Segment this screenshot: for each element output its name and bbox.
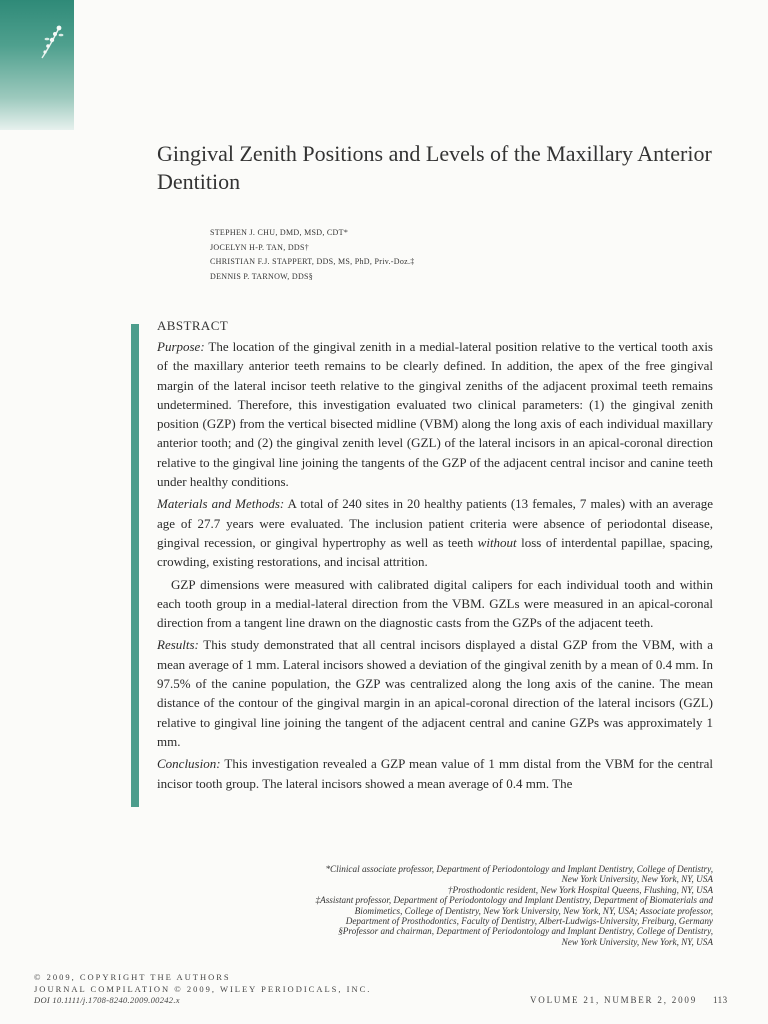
journal-info [530,995,728,1005]
floral-sprig-icon [36,22,66,62]
copyright-block [34,972,371,1007]
abstract-accent-bar [131,324,139,807]
footnote-line: Biomimetics, College of Dentistry, New York University, New York, NY, USA; Associate professor, [354,905,713,916]
results-label: Results: [157,637,199,653]
footnote-line: Department of Prosthodontics, Faculty of Dentistry, Albert-Ludwigs-University, Freiburg, Germany [345,916,713,927]
abstract-section [157,318,713,796]
methods-text: A total of 240 sites in 20 healthy patients (13 females, 7 males) with an average age of 27.7 years were evaluated. The inclusion patient criteria were absence of periodontal disease, gingival recession, or gingival hypertrophy as well as teeth [157,496,713,550]
footnote-line: *Clinical associate professor, Department of Periodontology and Implant Dentistry, College of Dentistry, [325,864,713,874]
abstract-purpose [157,337,713,491]
article-title: Gingival Zenith Positions and Levels of the Maxillary Anterior Dentition [157,141,712,194]
author-line: STEPHEN J. CHU, DMD, MSD, CDT* [210,228,349,237]
abstract-conclusion [157,754,713,793]
corner-decoration [0,0,74,130]
doi-line: DOI 10.1111/j.1708-8240.2009.00242.x [34,995,180,1005]
methods-label: Materials and Methods: [157,496,285,512]
footnote-line: †Prosthodontic resident, New York Hospital Queens, Flushing, NY, USA [447,884,713,895]
abstract-heading: ABSTRACT [157,318,229,333]
results-text: This study demonstrated that all central incisors displayed a distal GZP from the VBM, with a mean average of 1 mm. Lateral incisors showed a deviation of the gingival zenith by a mean of 0.4 mm. In 97.5% of the canine population, the GZP was centralized along the long axis of the canine. The mean distance of the contour of the gingival margin in an apical-coronal direction of the lateral incisors (GZL) relative to gingival line joining the tangent of the adjacent central and canine GZPs was approximately 1 mm. [157,637,713,749]
footnote-line: §Professor and chairman, Department of Periodontology and Implant Dentistry, College of Dentistry, [338,926,713,937]
volume-info: VOLUME 21, NUMBER 2, 2009 [530,995,698,1005]
copyright-line: © 2009, COPYRIGHT THE AUTHORS [34,972,231,982]
footnote-line: New York University, New York, NY, USA [561,936,713,947]
journal-compilation-line: JOURNAL COMPILATION © 2009, WILEY PERIODICALS, INC. [34,983,372,994]
methods-emphasis: without [477,534,517,550]
page-number: 113 [713,995,728,1005]
purpose-text: The location of the gingival zenith in a medial-lateral position relative to the vertical tooth axis of the maxillary anterior teeth remains to be clearly defined. In addition, the apex of the free gingival margin of the lateral incisor teeth relative to the gingival zeniths of the adjacent proximal teeth remains undetermined. Therefore, this investigation evaluated two clinical parameters: (1) the gingival zenith position (GZP) from the vertical bisected midline (VBM) along the long axis of each individual maxillary anterior tooth; and (2) the gingival zenith level (GZL) of the lateral incisors in an apical-coronal direction relative to the gingival line joining the tangents of the GZP of the adjacent central incisor and canine teeth under healthy conditions. [157,339,713,490]
author-line: CHRISTIAN F.J. STAPPERT, DDS, MS, PhD, Priv.-Doz.‡ [210,257,415,266]
conclusion-text: This investigation revealed a GZP mean value of 1 mm distal from the VBM for the central incisor tooth group. The lateral incisors showed a mean average of 0.4 mm. The [157,756,713,791]
abstract-methods [157,494,713,571]
footnote-line: New York University, New York, NY, USA [561,874,713,885]
abstract-methods-continued: GZP dimensions were measured with calibrated digital calipers for each individual tooth and within each tooth group in a medial-lateral direction from the VBM. GZLs were measured in an apical-coronal direction from a tangent line drawn on the diagnostic casts from the GZPs of the adjacent teeth. [157,576,713,631]
abstract-results [157,635,713,751]
author-line: DENNIS P. TARNOW, DDS§ [210,271,314,281]
author-line: JOCELYN H-P. TAN, DDS† [210,242,310,252]
conclusion-label: Conclusion: [157,756,221,772]
affiliation-footnotes [195,864,713,947]
footnote-line: ‡Assistant professor, Department of Periodontology and Implant Dentistry, Department of Biomaterials and [315,895,713,906]
purpose-label: Purpose: [157,339,205,354]
methods-text-end: loss of interdental papillae, spacing, crowding, existing restorations, and incisal attrition. [157,534,713,570]
author-list [210,226,610,284]
